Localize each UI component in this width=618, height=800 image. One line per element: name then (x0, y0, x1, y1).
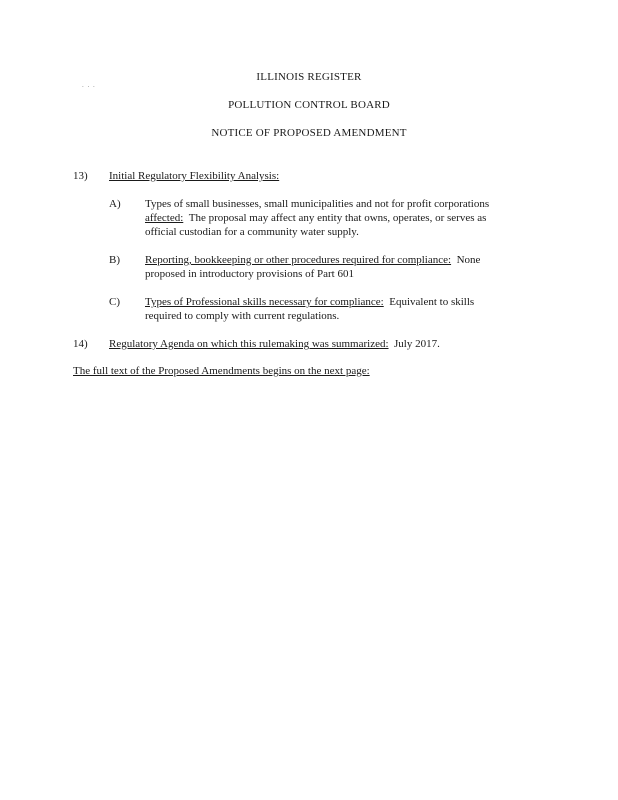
section-14-line (109, 337, 440, 351)
header-agency-title: POLLUTION CONTROL BOARD (228, 99, 390, 111)
item-c-line-1 (145, 295, 474, 309)
item-b-line-2: proposed in introductory provisions of Part 601 (145, 268, 354, 280)
section-14-value: July 2017. (394, 338, 440, 350)
item-b-line-1 (145, 253, 480, 267)
item-c-label: Types of Professional skills necessary for compliance: (145, 296, 384, 308)
item-a-line-3: official custodian for a community water supply. (145, 226, 359, 238)
scan-marker: . . . (82, 81, 96, 89)
section-14-label: Regulatory Agenda on which this rulemaking was summarized: (109, 338, 389, 350)
item-c-letter: C) (109, 296, 120, 308)
closing-statement: The full text of the Proposed Amendments begins on the next page: (73, 365, 370, 377)
item-a-letter: A) (109, 198, 121, 210)
item-c-value: Equivalent to skills (389, 296, 475, 308)
section-13-heading: Initial Regulatory Flexibility Analysis: (109, 170, 280, 182)
item-a-line-2 (145, 211, 486, 225)
item-a-affected-label: affected: (145, 212, 184, 224)
item-b-value: None (456, 254, 481, 266)
section-14-number: 14) (73, 338, 88, 350)
item-a-line-1: Types of small businesses, small municipalities and not for profit corporations (145, 198, 490, 210)
item-b-label: Reporting, bookkeeping or other procedures required for compliance: (145, 254, 452, 266)
item-c-line-2: required to comply with current regulations. (145, 310, 340, 322)
header-notice-title: NOTICE OF PROPOSED AMENDMENT (211, 127, 407, 139)
header-register-title: ILLINOIS REGISTER (256, 71, 362, 83)
section-13-number: 13) (73, 170, 88, 182)
item-b-letter: B) (109, 254, 120, 266)
item-a-affected-text: The proposal may affect any entity that owns, operates, or serves as (188, 212, 487, 224)
